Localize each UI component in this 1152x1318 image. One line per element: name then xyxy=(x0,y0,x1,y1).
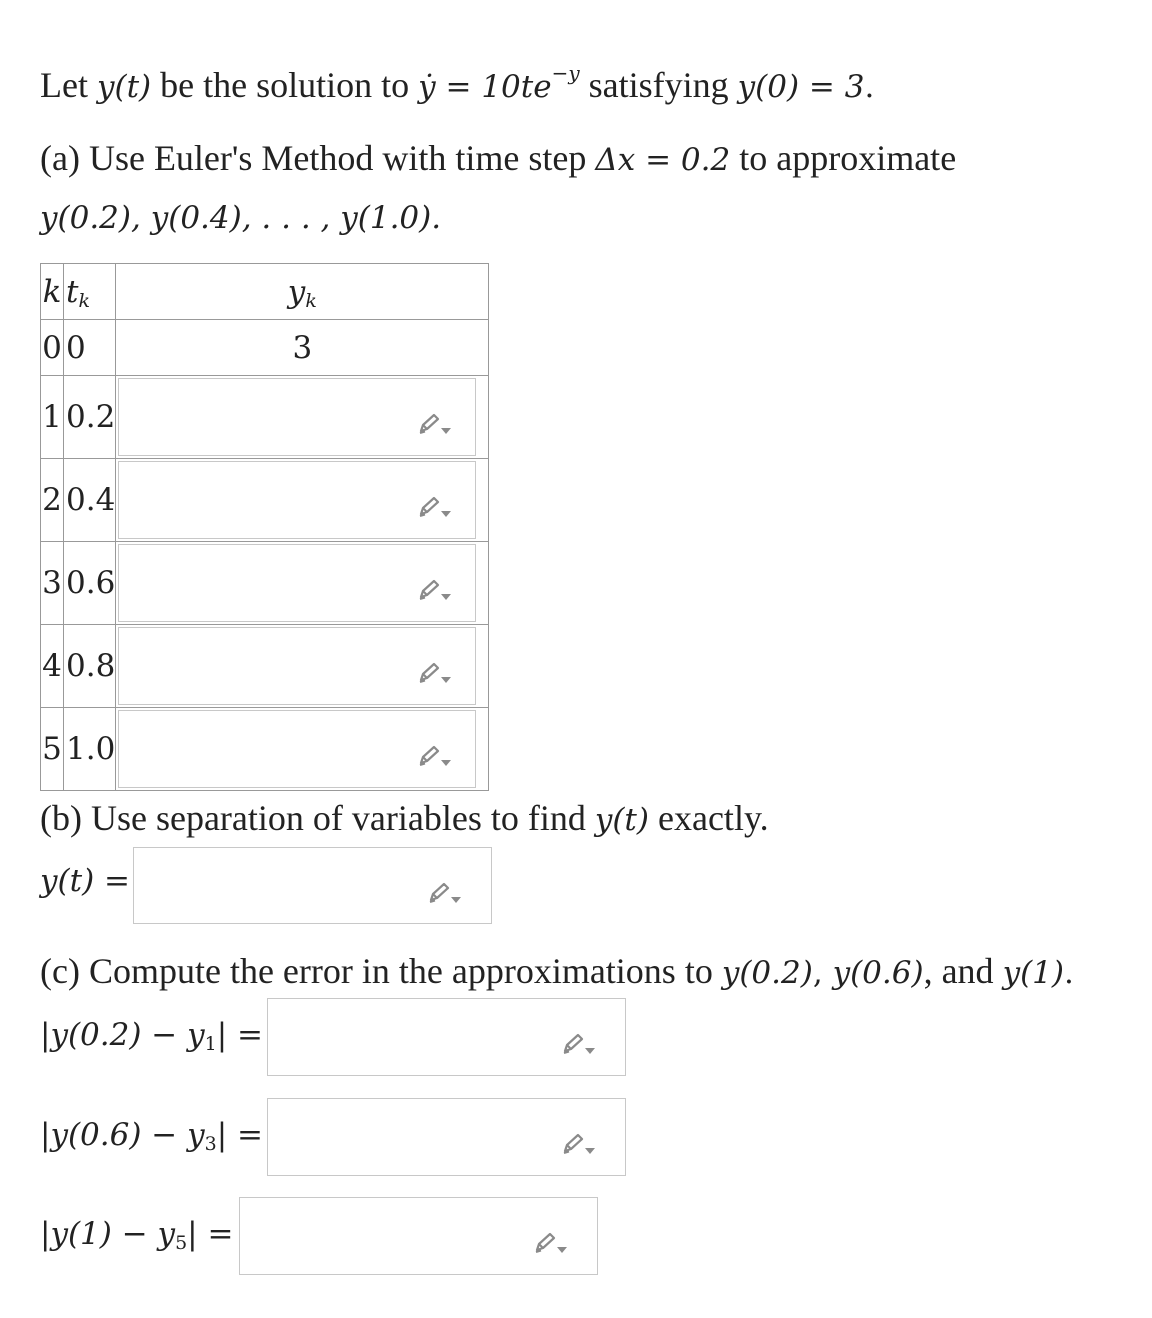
y2-answer-input[interactable] xyxy=(118,461,476,539)
pencil-dropdown-icon[interactable] xyxy=(417,575,457,599)
table-row xyxy=(41,376,489,459)
row-y-cell xyxy=(116,459,489,542)
y-of-t-answer-input[interactable] xyxy=(133,847,492,924)
row-y-cell xyxy=(116,376,489,459)
table-row xyxy=(41,708,489,791)
table-row xyxy=(41,459,489,542)
y1-answer-input[interactable] xyxy=(118,378,476,456)
row-t: 0.6 xyxy=(64,542,116,625)
pencil-dropdown-icon[interactable] xyxy=(561,1033,601,1057)
row-t: 0 xyxy=(64,320,116,376)
row-k: 2 xyxy=(41,459,64,542)
row-t: 1.0 xyxy=(64,708,116,791)
pencil-dropdown-icon[interactable] xyxy=(417,409,457,433)
row-y-cell xyxy=(116,542,489,625)
error-2-label: $|y(0.6) - y_3|$ = xyxy=(40,1117,264,1155)
y4-answer-input[interactable] xyxy=(118,627,476,705)
row-k: 0 xyxy=(41,320,64,376)
y-of-t-label: y(t) = xyxy=(40,863,130,899)
header-t: $t_k$ xyxy=(64,264,116,320)
part-b-prompt: (b) Use separation of variables to find y(t) exactly. xyxy=(40,798,769,838)
pencil-dropdown-icon[interactable] xyxy=(417,492,457,516)
header-k: k xyxy=(41,264,64,320)
problem-statement: Let y(t) be the solution to ẏ = $10te^{-y}$ satisfying y(0) = 3. xyxy=(40,61,875,105)
pencil-dropdown-icon[interactable] xyxy=(427,882,467,906)
error-1-answer-input[interactable] xyxy=(267,998,626,1076)
part-a-prompt-line2: y(0.2), y(0.4), . . . , y(1.0). xyxy=(40,200,442,236)
row-k: 4 xyxy=(41,625,64,708)
part-a-prompt: (a) Use Euler's Method with time step Δx = 0.2 to approximate xyxy=(40,138,957,178)
y5-answer-input[interactable] xyxy=(118,710,476,788)
row-y-cell xyxy=(116,708,489,791)
pencil-dropdown-icon[interactable] xyxy=(417,741,457,765)
euler-table xyxy=(40,263,489,791)
pencil-dropdown-icon[interactable] xyxy=(561,1133,601,1157)
row-y: 3 xyxy=(116,320,489,376)
y3-answer-input[interactable] xyxy=(118,544,476,622)
error-2-answer-input[interactable] xyxy=(267,1098,626,1176)
header-y: $y_k$ xyxy=(116,264,489,320)
part-c-prompt: (c) Compute the error in the approximations to y(0.2), y(0.6), and y(1). xyxy=(40,951,1074,991)
row-t: 0.4 xyxy=(64,459,116,542)
row-t: 0.2 xyxy=(64,376,116,459)
pencil-dropdown-icon[interactable] xyxy=(417,658,457,682)
error-3-label: $|y(1) - y_5|$ = xyxy=(40,1216,234,1254)
table-header-row xyxy=(41,264,489,320)
table-row xyxy=(41,320,489,376)
row-k: 5 xyxy=(41,708,64,791)
row-k: 3 xyxy=(41,542,64,625)
table-row xyxy=(41,625,489,708)
error-1-label: $|y(0.2) - y_1|$ = xyxy=(40,1017,264,1055)
error-3-answer-input[interactable] xyxy=(239,1197,598,1275)
row-y-cell xyxy=(116,625,489,708)
row-k: 1 xyxy=(41,376,64,459)
row-t: 0.8 xyxy=(64,625,116,708)
pencil-dropdown-icon[interactable] xyxy=(533,1232,573,1256)
table-row xyxy=(41,542,489,625)
